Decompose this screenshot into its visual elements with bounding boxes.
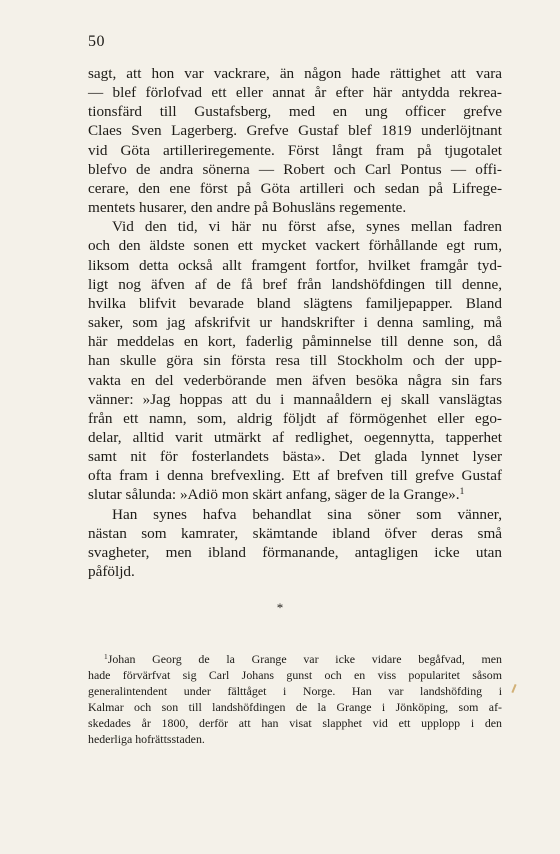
text-line: från ett namn, som, aldrig följdt af förmögenhet eller ego- — [88, 409, 502, 427]
text-line: Han synes hafva behandlat sina söner som vänner, — [112, 505, 502, 523]
text-line: slutar sålunda: »Adiö mon skärt anfang, säger de la Grange». — [88, 486, 460, 504]
text-line: liksom detta också allt framgent fortfor, hvilket framgår tyd- — [88, 256, 502, 274]
text-line: vänner: »Jag hoppas att du i mannaåldern ej skall vanslägtas — [88, 390, 502, 408]
body-text — [88, 64, 502, 581]
text-line: svagheter, men ibland förmanande, antagligen icke utan — [88, 543, 502, 561]
footnote-line: hederliga hofrättsstaden. — [88, 731, 205, 746]
text-line: ofta fram i denna brefvexling. Ett af brefven till grefve Gustaf — [88, 467, 502, 485]
footnote-line-first — [88, 652, 502, 668]
footnote-line: hade förvärfvat sig Carl Johans gunst och en viss popularitet såsom — [88, 667, 502, 682]
text-line: samt nit för fosterlandets bästa». Det glada lynnet lyser — [88, 448, 502, 466]
margin-pencil-mark — [511, 684, 516, 693]
text-line: ligt nog äfven af de få bref från landshöfdingen till denne, — [88, 275, 502, 293]
footnote-line: Johan Georg de la Grange var icke vidare begåfvad, men — [107, 652, 502, 666]
text-line: blefvo de andra sönerna — Robert och Carl Pontus — offi- — [88, 160, 502, 178]
footnote-line: generalintendent under fälttåget i Norge. Han var landshöfding i — [88, 683, 502, 698]
text-line: — blef förlofvad ett eller annat år efter här antydda rekrea- — [88, 84, 502, 102]
text-line-with-footnote-ref — [88, 485, 502, 504]
footnote-reference: 1 — [459, 487, 465, 498]
text-line: han skulle göra sin första resa till Stockholm och der upp- — [88, 352, 502, 370]
section-separator: * — [276, 600, 284, 615]
text-line: tionsfärd till Gustafsberg, med en ung officer grefve — [88, 103, 502, 121]
text-line: Claes Sven Lagerberg. Grefve Gustaf blef 1819 underlöjtnant — [88, 122, 502, 140]
text-line: mentets husarer, den andre på Bohusläns regemente. — [88, 199, 407, 217]
footnote — [88, 652, 502, 748]
text-line: delar, alltid varit utmärkt af redlighet, oegennytta, tapperhet — [88, 428, 502, 446]
text-line: cerare, den ene först på Göta artilleri och sedan på Lifrege- — [88, 179, 502, 197]
text-line: här meddelas en kort, faderlig påminnelse till denne son, då — [88, 333, 502, 351]
page-number: 50 — [88, 33, 105, 50]
text-line: saker, som jag afskrifvit ur handskrifter i denna samling, må — [88, 314, 502, 332]
text-line: hvilka blifvit bevarade bland slägtens familjepapper. Bland — [88, 294, 502, 312]
text-line: vid Göta artilleriregemente. Först långt fram på tjugotalet — [88, 141, 502, 159]
text-line: påföljd. — [88, 563, 135, 581]
footnote-marker: 1 — [104, 651, 108, 661]
text-line: vakta en del vederbörande men äfven besöka några sin fars — [88, 371, 502, 389]
text-line: Vid den tid, vi här nu först afse, synes mellan fadren — [112, 218, 502, 236]
footnote-line: skedades år 1800, derför att han visat slapphet vid ett upplopp i den — [88, 715, 502, 730]
text-line: nästan som kamrater, skämtande ibland öfver deras små — [88, 524, 502, 542]
footnote-line: Kalmar och son till landshöfdingen de la Grange i Jönköping, som af- — [88, 699, 502, 714]
text-line: sagt, att hon var vackrare, än någon hade rättighet att vara — [88, 65, 502, 82]
text-line: och den äldste sonen ett mycket vackert förhållande egt rum, — [88, 237, 502, 255]
